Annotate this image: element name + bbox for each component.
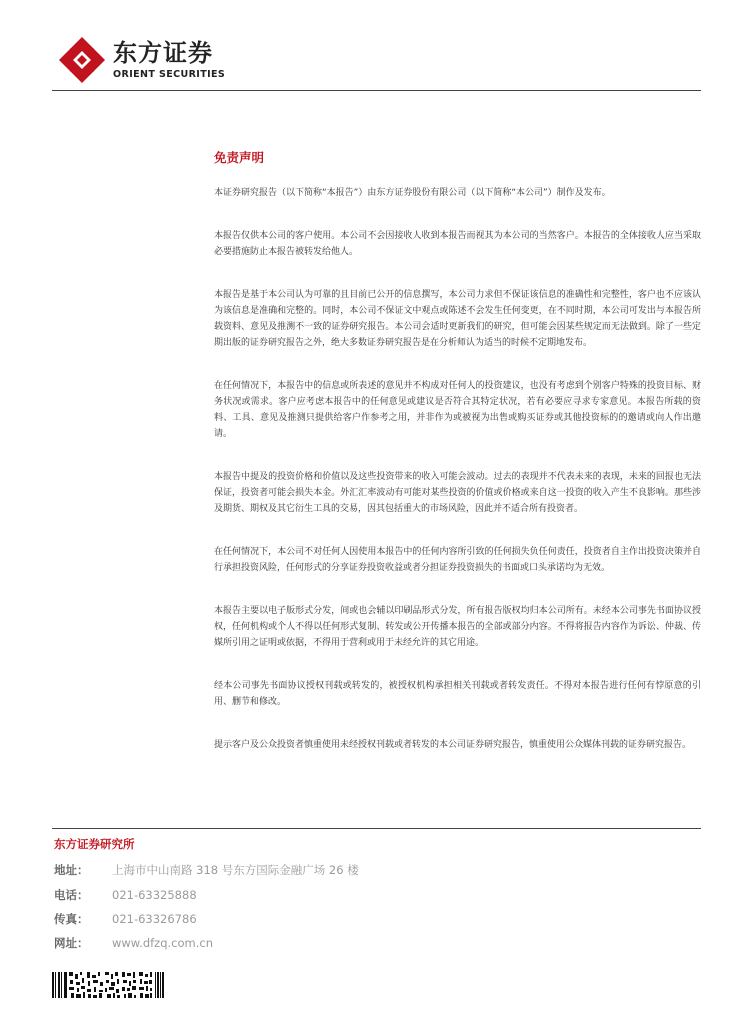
contact-label: 网址：: [54, 936, 89, 950]
contact-value: www.dfzq.com.cn: [112, 936, 213, 950]
disclaimer-paragraph: 本报告中提及的投资价格和价值以及这些投资带来的收入可能会波动。过去的表现并不代表未来的表现，未来的回报也无法保证，投资者可能会损失本金。外汇汇率波动有可能对某些投资的价值或价格或来自这一投资的收入产生不良影响。那些涉及期货、期权及其它衍生工具的交易，因其包括重大的市场风险，因此并不适合所有投资者。: [214, 472, 701, 514]
disclaimer-paragraph: 本报告主要以电子版形式分发，间或也会辅以印刷品形式分发，所有报告版权均归本公司所有。未经本公司事先书面协议授权，任何机构或个人不得以任何形式复制、转发或公开传播本报告的全部或部分内容。不得将报告内容作为诉讼、仲裁、传媒所引用之证明或依据，不得用于营利或用于未经允许的其它用途。: [214, 606, 701, 648]
contact-label: 地址：: [54, 863, 89, 877]
contact-value: 021-63326786: [112, 912, 197, 926]
disclaimer-paragraph: 在任何情况下，本公司不对任何人因使用本报告中的任何内容所引致的任何损失负任何责任，投资者自主作出投资决策并自行承担投资风险，任何形式的分享证券投资收益或者分担证券投资损失的书面或口头承诺均为无效。: [214, 547, 701, 573]
header-divider: [52, 90, 701, 91]
disclaimer-title: 免责声明: [214, 150, 265, 165]
disclaimer-paragraph: 经本公司事先书面协议授权刊载或转发的，被授权机构承担相关刊载或者转发责任。不得对本报告进行任何有悖原意的引用、删节和修改。: [214, 681, 701, 707]
contact-value: 021-63325888: [112, 888, 197, 902]
footer-organization: 东方证券研究所: [54, 837, 135, 851]
disclaimer-paragraph: 在任何情况下，本报告中的信息或所表述的意见并不构成对任何人的投资建议，也没有考虑到个别客户特殊的投资目标、财务状况或需求。客户应考虑本报告中的任何意见或建议是否符合其特定状况，若有必要应寻求专家意见。本报告所载的资料、工具、意见及推测只提供给客户作参考之用，并非作为或被视为出售或购买证券或其他投资标的的邀请或向人作出邀请。: [214, 381, 701, 439]
page-header: [0, 0, 755, 92]
orient-securities-logo-icon: [58, 36, 106, 84]
logo-chinese-name: 东方证券: [113, 39, 213, 67]
disclaimer-paragraph: 提示客户及公众投资者慎重使用未经授权刊载或者转发的本公司证券研究报告，慎重使用公众媒体刊载的证券研究报告。: [214, 740, 692, 750]
disclaimer-paragraph: 本报告仅供本公司的客户使用。本公司不会因接收人收到本报告而视其为本公司的当然客户。本报告的全体接收人应当采取必要措施防止本报告被转发给他人。: [214, 231, 701, 257]
disclaimer-section: [214, 150, 701, 780]
logo-english-name: ORIENT SECURITIES: [113, 69, 226, 80]
footer-divider: [52, 828, 701, 829]
contact-value: 上海市中山南路 318 号东方国际金融广场 26 楼: [112, 863, 359, 877]
barcode-image: [52, 972, 164, 998]
disclaimer-paragraph: 本证券研究报告（以下简称“本报告”）由东方证券股份有限公司（以下简称“本公司”）制作及发布。: [214, 188, 611, 198]
disclaimer-paragraph: 本报告是基于本公司认为可靠的且目前已公开的信息撰写，本公司力求但不保证该信息的准确性和完整性，客户也不应该认为该信息是准确和完整的。同时，本公司不保证文中观点或陈述不会发生任何变更，在不同时期，本公司可发出与本报告所载资料、意见及推测不一致的证券研究报告。本公司会适时更新我们的研究，但可能会因某些规定而无法做到。除了一些定期出版的证券研究报告之外，绝大多数证券研究报告是在分析师认为适当的时候不定期地发布。: [214, 290, 701, 348]
contact-label: 传真：: [54, 912, 89, 926]
contact-label: 电话：: [54, 888, 89, 902]
